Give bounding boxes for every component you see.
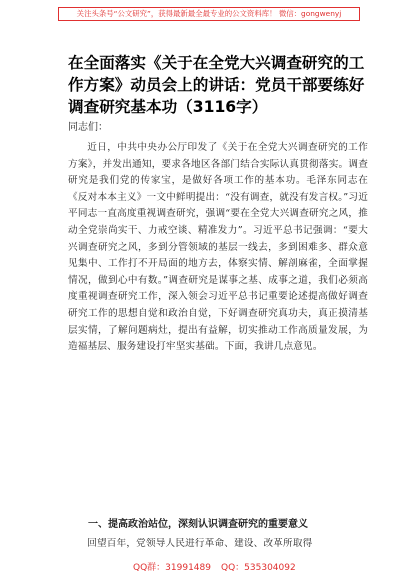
footer-qq-number: QQ：535304092 — [221, 563, 296, 573]
section-heading: 一、提高政治站位，深刻认识调查研究的重要意义 — [88, 519, 308, 530]
body-paragraph: 近日，中共中央办公厅印发了《关于在全党大兴调查研究的工作方案》，并发出通知，要求各地区各部门结合实际认真贯彻落实。调查研究是我们党的传家宝，是做好各项工作的基本功。毛泽东同志在《反对本本主义》一文中鲜明提出：“没有调查，就没有发言权。”习近平同志一直高度重视调查研究，强调“要在全党大兴调查研究之风，推动全党崇尚实干、力戒空谈、精准发力”。习近平总书记强调：“要大兴调查研究之风，多到分管领域的基层一线去，多到困难多、群众意见集中、工作打不开局面的地方去，体察实情、解剖麻雀，全面掌握情况，做到心中有数。”调查研究是谋事之基、成事之道，我们必须高度重视调查研究工作，深入领会习近平总书记重要论述提高做好调查研究工作的思想自觉和政治自觉，下好调查研究真功夫，真正摸清基层实情，了解问题病灶，提出有益解，切实推动工作高质量发展，为造福基层、服务建设打牢坚实基础。下面，我讲几点意见。 — [68, 142, 368, 353]
document-title: 在全面落实《关于在全党大兴调查研究的工作方案》动员会上的讲话：党员干部要练好调查研究基本功（3116字） — [68, 54, 365, 116]
footer-qq-group: QQ群：31991489 — [133, 563, 211, 573]
top-banner: 关注头条号“公文研究”，获得最新最全最专业的公文资料库！ 微信：gongwenyj — [58, 7, 360, 21]
footer-contact — [0, 560, 408, 574]
salutation: 同志们： — [68, 122, 108, 133]
body-paragraph-continued: 回望百年，党领导人民进行革命、建设、改革所取得 — [87, 538, 313, 549]
